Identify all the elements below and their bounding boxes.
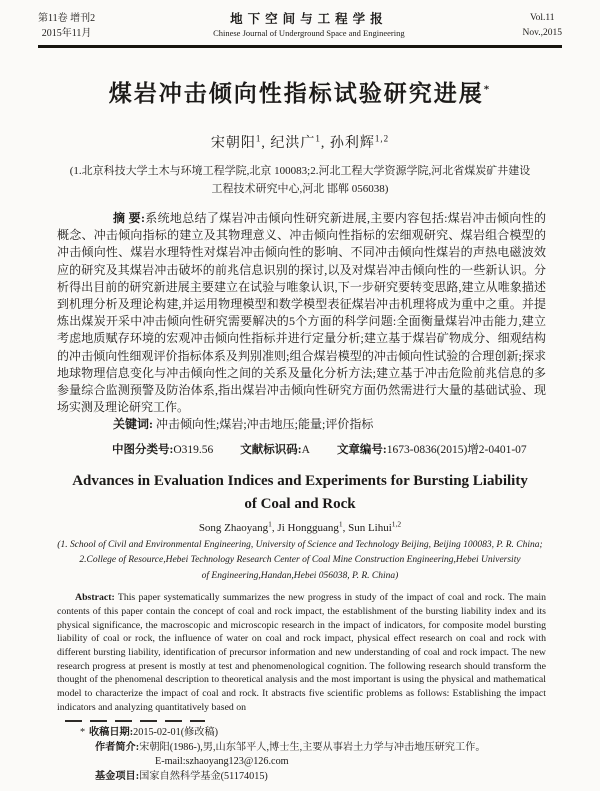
header-journal-block xyxy=(213,12,405,40)
abstract-en-block xyxy=(57,591,546,714)
affiliation-cn-line2: 工程技术研究中心,河北 邯郸 056038) xyxy=(211,183,389,195)
keywords-cn-label: 关键词: xyxy=(113,417,153,432)
classification-row xyxy=(112,441,600,457)
paper-title-en: Advances in Evaluation Indices and Experiments for Bursting Liability of Coal and Rock xyxy=(72,472,528,512)
issue-volume: 第11卷 增刊2 xyxy=(38,13,96,24)
journal-header xyxy=(0,0,600,41)
footnote-author-bio: 作者简介:宋朝阳(1986-),男,山东邹平人,博士生,主要从事岩土力学与冲击地压研究工作。 xyxy=(95,741,486,753)
authors-en xyxy=(0,518,600,534)
keywords-cn-text: 冲击倾向性;煤岩;冲击地压;能量;评价指标 xyxy=(153,417,374,432)
author-cn: 孙利辉$^{1,2}$ xyxy=(329,133,390,151)
abstract-cn-block xyxy=(57,210,546,434)
author-en: Ji Hongguang$^1$, xyxy=(277,518,349,534)
footnote-fund: 基金项目:国家自然科学基金(51174015) xyxy=(95,770,268,782)
affiliation-en-line1: (1. School of Civil and Environmental Engineering, University of Science and Technology Beijing, Beijing 100083, P. R. China; xyxy=(57,539,543,550)
footnote-email: E-mail:szhaoyang123@126.com xyxy=(155,756,289,768)
authors-cn xyxy=(0,132,600,152)
footnote-block xyxy=(80,726,600,784)
issue-date: 2015年11月 xyxy=(41,28,92,39)
paper-title-cn xyxy=(0,75,600,108)
abstract-en-label: Abstract: xyxy=(75,592,115,604)
author-en: Song Zhaoyang$^1$, xyxy=(198,518,278,534)
title-footnote-mark: * xyxy=(483,83,492,96)
footnote-star: * xyxy=(80,727,86,739)
affiliation-cn xyxy=(0,162,600,198)
abstract-en-text: This paper systematically summarizes the new progress in study of the impact of coal and rock. The main contents of this paper contain the concept of coal and rock impact, the establishment of the bursting liability index and its physical significance, the macroscopic and microscopic research in the impact of indicators, for composite model bursting liability of coal or rock, the influence of water on coal and rock impact, physical effect research on coal and rock with different bursting liability, identification of precursor information and new understanding of coal and rock impact. The new research progress at present is mostly at test and phenomenological cognition. The following research should transform the thought of the phenomenal description to theoretical analysis and the most important is using the physical and mathematical model to characterize the impact of coal and rock. It abstracts five scientific problems as follows: Establishing the impact indicators and analyzing quantitatively based on xyxy=(57,592,546,713)
author-cn: 纪洪广$^1$, xyxy=(270,133,326,151)
affiliation-cn-line1: (1.北京科技大学土木与环境工程学院,北京 100083;2.河北工程大学资源学院,河北省煤炭矿井建设 xyxy=(69,165,531,177)
footnote-divider xyxy=(65,720,205,722)
document-code: 文献标识码:A xyxy=(240,443,310,456)
header-rule xyxy=(38,45,562,48)
abstract-cn-label: 摘 要: xyxy=(113,211,145,225)
affiliation-en-line3: of Engineering,Handan,Hebei 056038, P. R. China) xyxy=(201,570,399,581)
header-issue-block xyxy=(38,11,95,41)
paper-title-cn-text: 煤岩冲击倾向性指标试验研究进展 xyxy=(108,81,484,106)
abstract-cn xyxy=(57,210,546,416)
journal-title-en: Chinese Journal of Underground Space and Engineering xyxy=(213,28,405,38)
journal-title-cn: 地下空间与工程学报 xyxy=(230,12,388,26)
author-cn: 宋朝阳$^1$, xyxy=(210,133,266,151)
keywords-cn xyxy=(113,416,546,433)
vol-date: Nov.,2015 xyxy=(522,28,562,38)
header-vol-block xyxy=(523,11,563,41)
article-id: 文章编号:1673-0836(2015)增2-0401-07 xyxy=(336,443,527,456)
footnote-received: * 收稿日期:2015-02-01(修改稿) xyxy=(95,726,600,740)
author-en: Sun Lihui$^{1,2}$ xyxy=(348,518,402,534)
abstract-en xyxy=(57,591,546,714)
clc-number: 中图分类号:O319.56 xyxy=(112,443,214,456)
vol-number: Vol.11 xyxy=(529,13,555,23)
affiliation-en xyxy=(0,538,600,585)
affiliation-en-line2: 2.College of Resource,Hebei Technology Research Center of Coal Mine Construction Engineering,Hebei University xyxy=(79,555,521,566)
abstract-cn-text: 系统地总结了煤岩冲击倾向性研究新进展,主要内容包括:煤岩冲击倾向性的概念、冲击倾向指标的建立及其物理意义、冲击倾向性指标的宏细观研究、煤岩组合模型的冲击倾向性、煤岩水理特性对煤岩冲击倾向性的影响、不同冲击倾向性煤岩的声热电磁波效应的研究及其煤岩冲击破坏的前兆信息识别的探讨,以及对煤岩冲击倾向性的一些新认识。分析得出目前的研究新进展主要建立在试验与唯象认识,下一步研究要转变思路,建立从唯象描述到机理分析及理论构建,并运用物理模型和数学模型表征煤岩冲击机理将成为重中之重。并提炼出煤炭开采中冲击倾向性研究需要解决的5个方面的科学问题:全面衡量煤岩冲击能力,建立考虑地质赋存环境的宏观冲击倾向性指标并进行定量分析;建立基于煤岩矿物成分、细观结构的冲击倾向性细观评价指标体系及判别准则;组合煤岩模型的冲击倾向性试验的合理创新;探求地球物理信息变化与冲击倾向性之间的关系及量化分析方法;建立基于冲击危险前兆信息的多参量综合监测预警及防治体系,指出煤岩冲击倾向性研究方面仍然需进行大量的基础试验、现场实测及理论研究工作。 xyxy=(57,211,547,415)
